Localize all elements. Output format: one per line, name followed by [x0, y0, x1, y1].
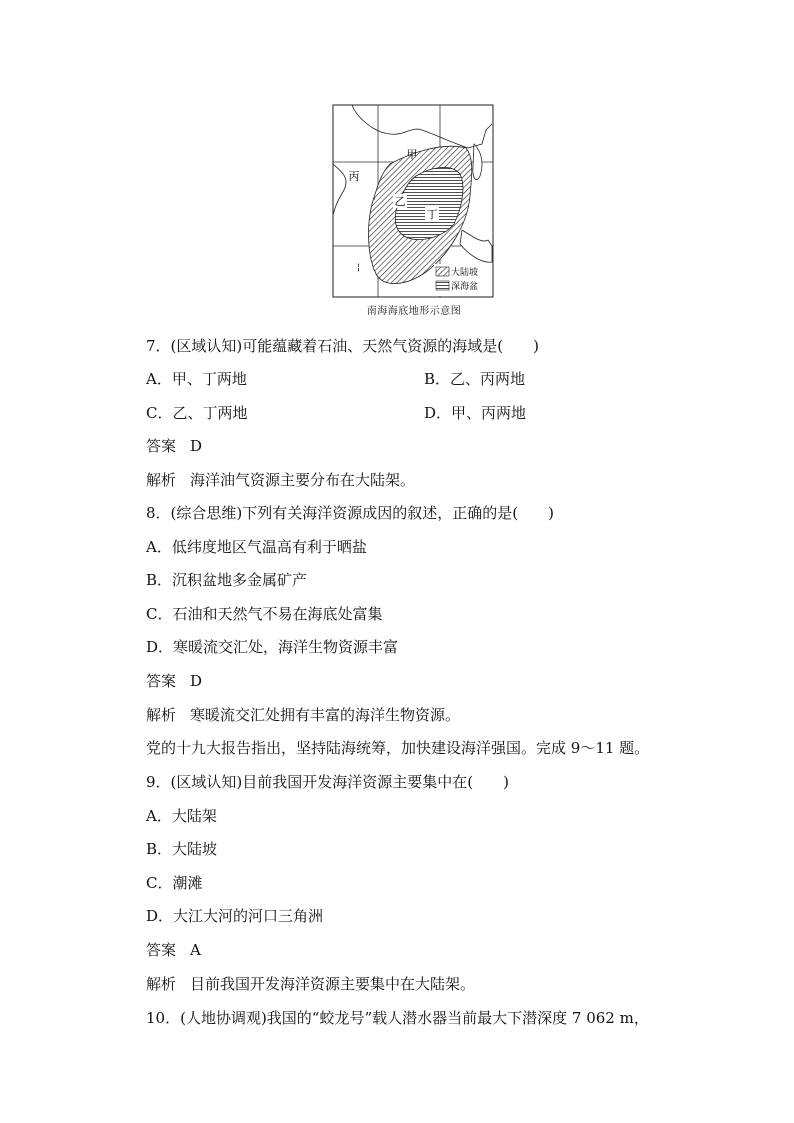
q10-stem: 10．(人地协调观)我国的“蛟龙号”载人潜水器当前最大下潜深度 7 062 m，: [146, 1009, 649, 1027]
q9-option-b: B．大陆坡: [146, 840, 218, 858]
q8-option-d: D．寒暖流交汇处，海洋生物资源丰富: [146, 638, 399, 656]
answer-value: D: [190, 672, 203, 690]
q7-option-c: C．乙、丁两地: [146, 404, 248, 422]
seafloor-map-figure: [332, 104, 496, 317]
label-jia: 甲: [406, 148, 418, 161]
answer-label: 答案: [146, 941, 177, 959]
analysis-label: 解析: [146, 706, 177, 724]
q9-answer: [146, 940, 201, 960]
analysis-text: 寒暖流交汇处拥有丰富的海洋生物资源。: [190, 706, 461, 724]
q8-analysis: [146, 705, 460, 725]
label-bing: 丙: [348, 170, 360, 183]
answer-label: 答案: [146, 672, 177, 690]
q9-option-d: D．大江大河的河口三角洲: [146, 907, 324, 925]
q9-option-c: C．潮滩: [146, 874, 203, 892]
q7-option-a: A．甲、丁两地: [146, 370, 247, 388]
legend-basin-label: 深海盆: [451, 282, 479, 292]
south-china-sea-seafloor-map: [332, 104, 496, 300]
analysis-label: 解析: [146, 471, 177, 489]
q9-option-a: A．大陆架: [146, 807, 217, 825]
answer-value: A: [190, 941, 201, 959]
q8-option-b: B．沉积盆地多金属矿产: [146, 571, 308, 589]
label-yi: 乙: [394, 195, 406, 208]
q7-answer: [146, 436, 202, 456]
analysis-label: 解析: [146, 975, 177, 993]
answer-label: 答案: [146, 437, 177, 455]
q8-stem: 8．(综合思维)下列有关海洋资源成因的叙述，正确的是( ): [146, 504, 554, 522]
q7-option-b: B．乙、丙两地: [424, 370, 526, 388]
q7-stem: 7．(区域认知)可能蕴藏着石油、天然气资源的海域是( ): [146, 337, 539, 355]
analysis-text: 海洋油气资源主要分布在大陆架。: [190, 471, 416, 489]
answer-value: D: [190, 437, 203, 455]
label-ding: 丁: [426, 208, 438, 221]
q7-option-d: D．甲、丙两地: [424, 404, 527, 422]
map-legend: [434, 264, 492, 296]
reef-mark: ·: [373, 195, 376, 205]
q8-answer: [146, 671, 202, 691]
q9-stem: 9．(区域认知)目前我国开发海洋资源主要集中在( ): [146, 773, 509, 791]
legend-slope-label: 大陆坡: [451, 268, 479, 278]
q7-analysis: [146, 470, 415, 490]
figure-caption: 南海海底地形示意图: [366, 306, 462, 317]
reef-mark: ¦: [357, 263, 361, 273]
q8-option-c: C．石油和天然气不易在海底处富集: [146, 605, 383, 623]
q8-option-a: A．低纬度地区气温高有利于晒盐: [146, 538, 367, 556]
section-intro: 党的十九大报告指出，坚持陆海统筹，加快建设海洋强国。完成 9～11 题。: [146, 739, 650, 757]
analysis-text: 目前我国开发海洋资源主要集中在大陆架。: [190, 975, 476, 993]
q9-analysis: [146, 974, 475, 994]
